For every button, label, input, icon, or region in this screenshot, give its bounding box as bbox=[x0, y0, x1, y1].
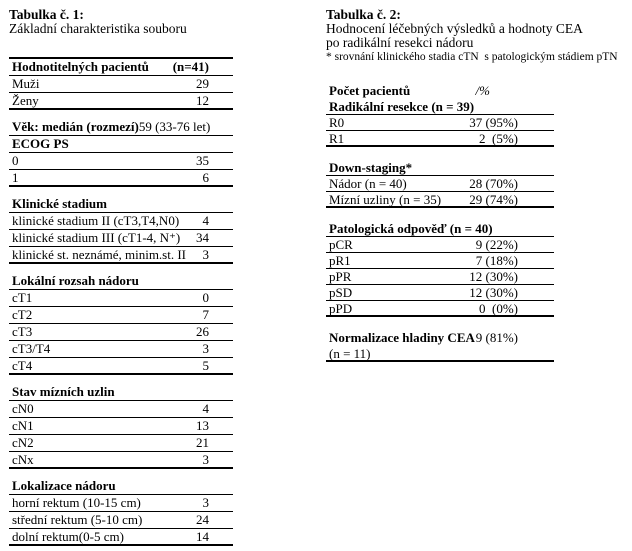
section-header-row bbox=[9, 478, 233, 495]
row-value: 4 bbox=[202, 213, 209, 228]
row-label: Nádor (n = 40) bbox=[329, 176, 407, 191]
row-value: 3 bbox=[202, 247, 209, 262]
section-radical-resection bbox=[326, 99, 554, 147]
row-label: R1 bbox=[329, 131, 345, 146]
row-label: pPR bbox=[329, 269, 352, 284]
row-label: pPD bbox=[329, 301, 353, 316]
section-lymph-node-status bbox=[9, 384, 233, 469]
row-value: 7 (18%) bbox=[475, 253, 518, 268]
row-value: 26 bbox=[196, 324, 209, 339]
row-value: 3 bbox=[202, 452, 209, 467]
section-header-value: (n=41) bbox=[172, 59, 209, 74]
section-header-value: 9 (81%) bbox=[475, 330, 518, 345]
row-value: 5 bbox=[202, 358, 209, 373]
section-header-row bbox=[9, 384, 233, 401]
table-row bbox=[9, 324, 233, 341]
section-header-row bbox=[326, 221, 554, 237]
row-label: 1 bbox=[12, 170, 19, 185]
row-value: 9 (22%) bbox=[475, 237, 518, 252]
row-label: Ženy bbox=[12, 93, 39, 108]
section-header-label: Hodnotitelných pacientů bbox=[12, 59, 149, 74]
row-label: cT3/T4 bbox=[12, 341, 51, 356]
row-value: 3 bbox=[202, 495, 209, 510]
row-label: cT1 bbox=[12, 290, 33, 305]
table-row bbox=[9, 290, 233, 307]
row-value: 12 (30%) bbox=[469, 269, 518, 284]
row-value: 3 bbox=[202, 341, 209, 356]
section-header-row bbox=[326, 99, 554, 115]
row-value: 12 bbox=[196, 93, 209, 108]
row-label: dolní rektum(0-5 cm) bbox=[12, 529, 124, 544]
row-label: R0 bbox=[329, 115, 345, 130]
row-value: 35 bbox=[196, 153, 209, 168]
row-label: pCR bbox=[329, 237, 353, 252]
row-label: horní rektum (10-15 cm) bbox=[12, 495, 141, 510]
table2 bbox=[326, 83, 554, 362]
section-header-label: Down-staging* bbox=[329, 160, 413, 175]
section-cea-normalization bbox=[326, 330, 554, 362]
row-label: cN2 bbox=[12, 435, 34, 450]
table2-column bbox=[326, 7, 632, 362]
row-label: střední rektum (5-10 cm) bbox=[12, 512, 143, 527]
table-row bbox=[9, 401, 233, 418]
row-value: 2 (5%) bbox=[479, 131, 518, 146]
table-row bbox=[326, 346, 554, 362]
section-header-row bbox=[9, 196, 233, 213]
section-header-label: ECOG PS bbox=[12, 136, 69, 151]
row-label: (n = 11) bbox=[329, 346, 371, 361]
age-row bbox=[9, 119, 233, 136]
row-value: 13 bbox=[196, 418, 209, 433]
table2-title: Tabulka č. 2: bbox=[326, 7, 401, 22]
row-value: 12 (30%) bbox=[469, 285, 518, 300]
table-row bbox=[9, 435, 233, 452]
row-value: 14 bbox=[196, 529, 209, 544]
table-row bbox=[9, 495, 233, 512]
table-row bbox=[9, 213, 233, 230]
section-age-ecog bbox=[9, 119, 233, 187]
section-header-row bbox=[326, 330, 554, 346]
table-row bbox=[9, 76, 233, 93]
table-row bbox=[326, 131, 554, 147]
table-row bbox=[9, 512, 233, 529]
table-row bbox=[9, 170, 233, 187]
row-value: 0 (0%) bbox=[479, 301, 518, 316]
table1-title: Tabulka č. 1: bbox=[9, 7, 84, 22]
table-row bbox=[326, 237, 554, 253]
row-value: 7 bbox=[202, 307, 209, 322]
section-header-label: Klinické stadium bbox=[12, 196, 107, 211]
row-value: 21 bbox=[196, 435, 209, 450]
row-label: pR1 bbox=[329, 253, 351, 268]
table-row bbox=[326, 285, 554, 301]
row-label: Mízní uzliny (n = 35) bbox=[329, 192, 442, 207]
row-value: 29 bbox=[196, 76, 209, 91]
row-label: pSD bbox=[329, 285, 353, 300]
row-label: Věk: medián (rozmezí) bbox=[12, 119, 139, 134]
section-header-label: Patologická odpověď (n = 40) bbox=[329, 221, 493, 236]
row-label: klinické st. neznámé, minim.st. II bbox=[12, 247, 187, 262]
table1-column bbox=[9, 7, 254, 546]
table-row bbox=[9, 153, 233, 170]
section-header-row bbox=[9, 273, 233, 290]
table-row bbox=[9, 341, 233, 358]
section-tumor-localization bbox=[9, 478, 233, 546]
table-row bbox=[9, 307, 233, 324]
table-row bbox=[326, 115, 554, 131]
section-pathological-response bbox=[326, 221, 554, 317]
column-header-row bbox=[326, 83, 554, 99]
section-header-label: Radikální resekce (n = 39) bbox=[329, 99, 475, 114]
table1 bbox=[9, 57, 233, 546]
table1-subtitle: Základní charakteristika souboru bbox=[9, 21, 187, 36]
section-header-label: Stav mízních uzlin bbox=[12, 384, 115, 399]
table-row bbox=[326, 269, 554, 285]
row-value: 6 bbox=[202, 170, 209, 185]
row-value: 37 (95%) bbox=[469, 115, 518, 130]
row-label: cNx bbox=[12, 452, 34, 467]
table2-footnote: * srovnání klinického stadia cTN s patologickým stádiem pTN bbox=[326, 51, 618, 63]
row-label: cN1 bbox=[12, 418, 34, 433]
section-local-tumor-extent bbox=[9, 273, 233, 375]
table-row bbox=[9, 418, 233, 435]
section-header-label: Normalizace hladiny CEA bbox=[329, 330, 475, 345]
percent-column-header: /% bbox=[475, 83, 490, 98]
table-row bbox=[326, 176, 554, 192]
table-row bbox=[9, 247, 233, 264]
section-header-row bbox=[9, 59, 233, 76]
table2-subtitle-line1: Hodnocení léčebných výsledků a hodnoty CEA bbox=[326, 21, 583, 36]
table-row bbox=[9, 358, 233, 375]
section-header-label: Lokální rozsah nádoru bbox=[12, 273, 139, 288]
row-label: cT3 bbox=[12, 324, 33, 339]
section-header-row bbox=[326, 160, 554, 176]
row-label: cN0 bbox=[12, 401, 34, 416]
row-value: 28 (70%) bbox=[469, 176, 518, 191]
row-label: 0 bbox=[12, 153, 19, 168]
row-value: 4 bbox=[202, 401, 209, 416]
section-header-row bbox=[9, 136, 233, 153]
row-value: 59 (33-76 let) bbox=[138, 119, 211, 134]
column-header-label: Počet pacientů bbox=[329, 83, 411, 98]
row-label: klinické stadium III (cT1-4, N⁺) bbox=[12, 230, 181, 245]
row-value: 0 bbox=[202, 290, 209, 305]
table-row bbox=[9, 93, 233, 110]
row-label: cT2 bbox=[12, 307, 33, 322]
table-row bbox=[326, 192, 554, 208]
row-label: Muži bbox=[12, 76, 40, 91]
row-value: 34 bbox=[196, 230, 209, 245]
table2-subtitle-line2: po radikální resekci nádoru bbox=[326, 35, 474, 50]
section-clinical-stage bbox=[9, 196, 233, 264]
table-row bbox=[9, 529, 233, 546]
section-header-label: Lokalizace nádoru bbox=[12, 478, 116, 493]
row-label: cT4 bbox=[12, 358, 33, 373]
table-row bbox=[326, 253, 554, 269]
section-evaluable-patients bbox=[9, 57, 233, 110]
table-row bbox=[326, 301, 554, 317]
table-row bbox=[9, 452, 233, 469]
row-value: 29 (74%) bbox=[469, 192, 518, 207]
row-label: klinické stadium II (cT3,T4,N0) bbox=[12, 213, 180, 228]
table-row bbox=[9, 230, 233, 247]
section-down-staging bbox=[326, 160, 554, 208]
row-value: 24 bbox=[196, 512, 209, 527]
